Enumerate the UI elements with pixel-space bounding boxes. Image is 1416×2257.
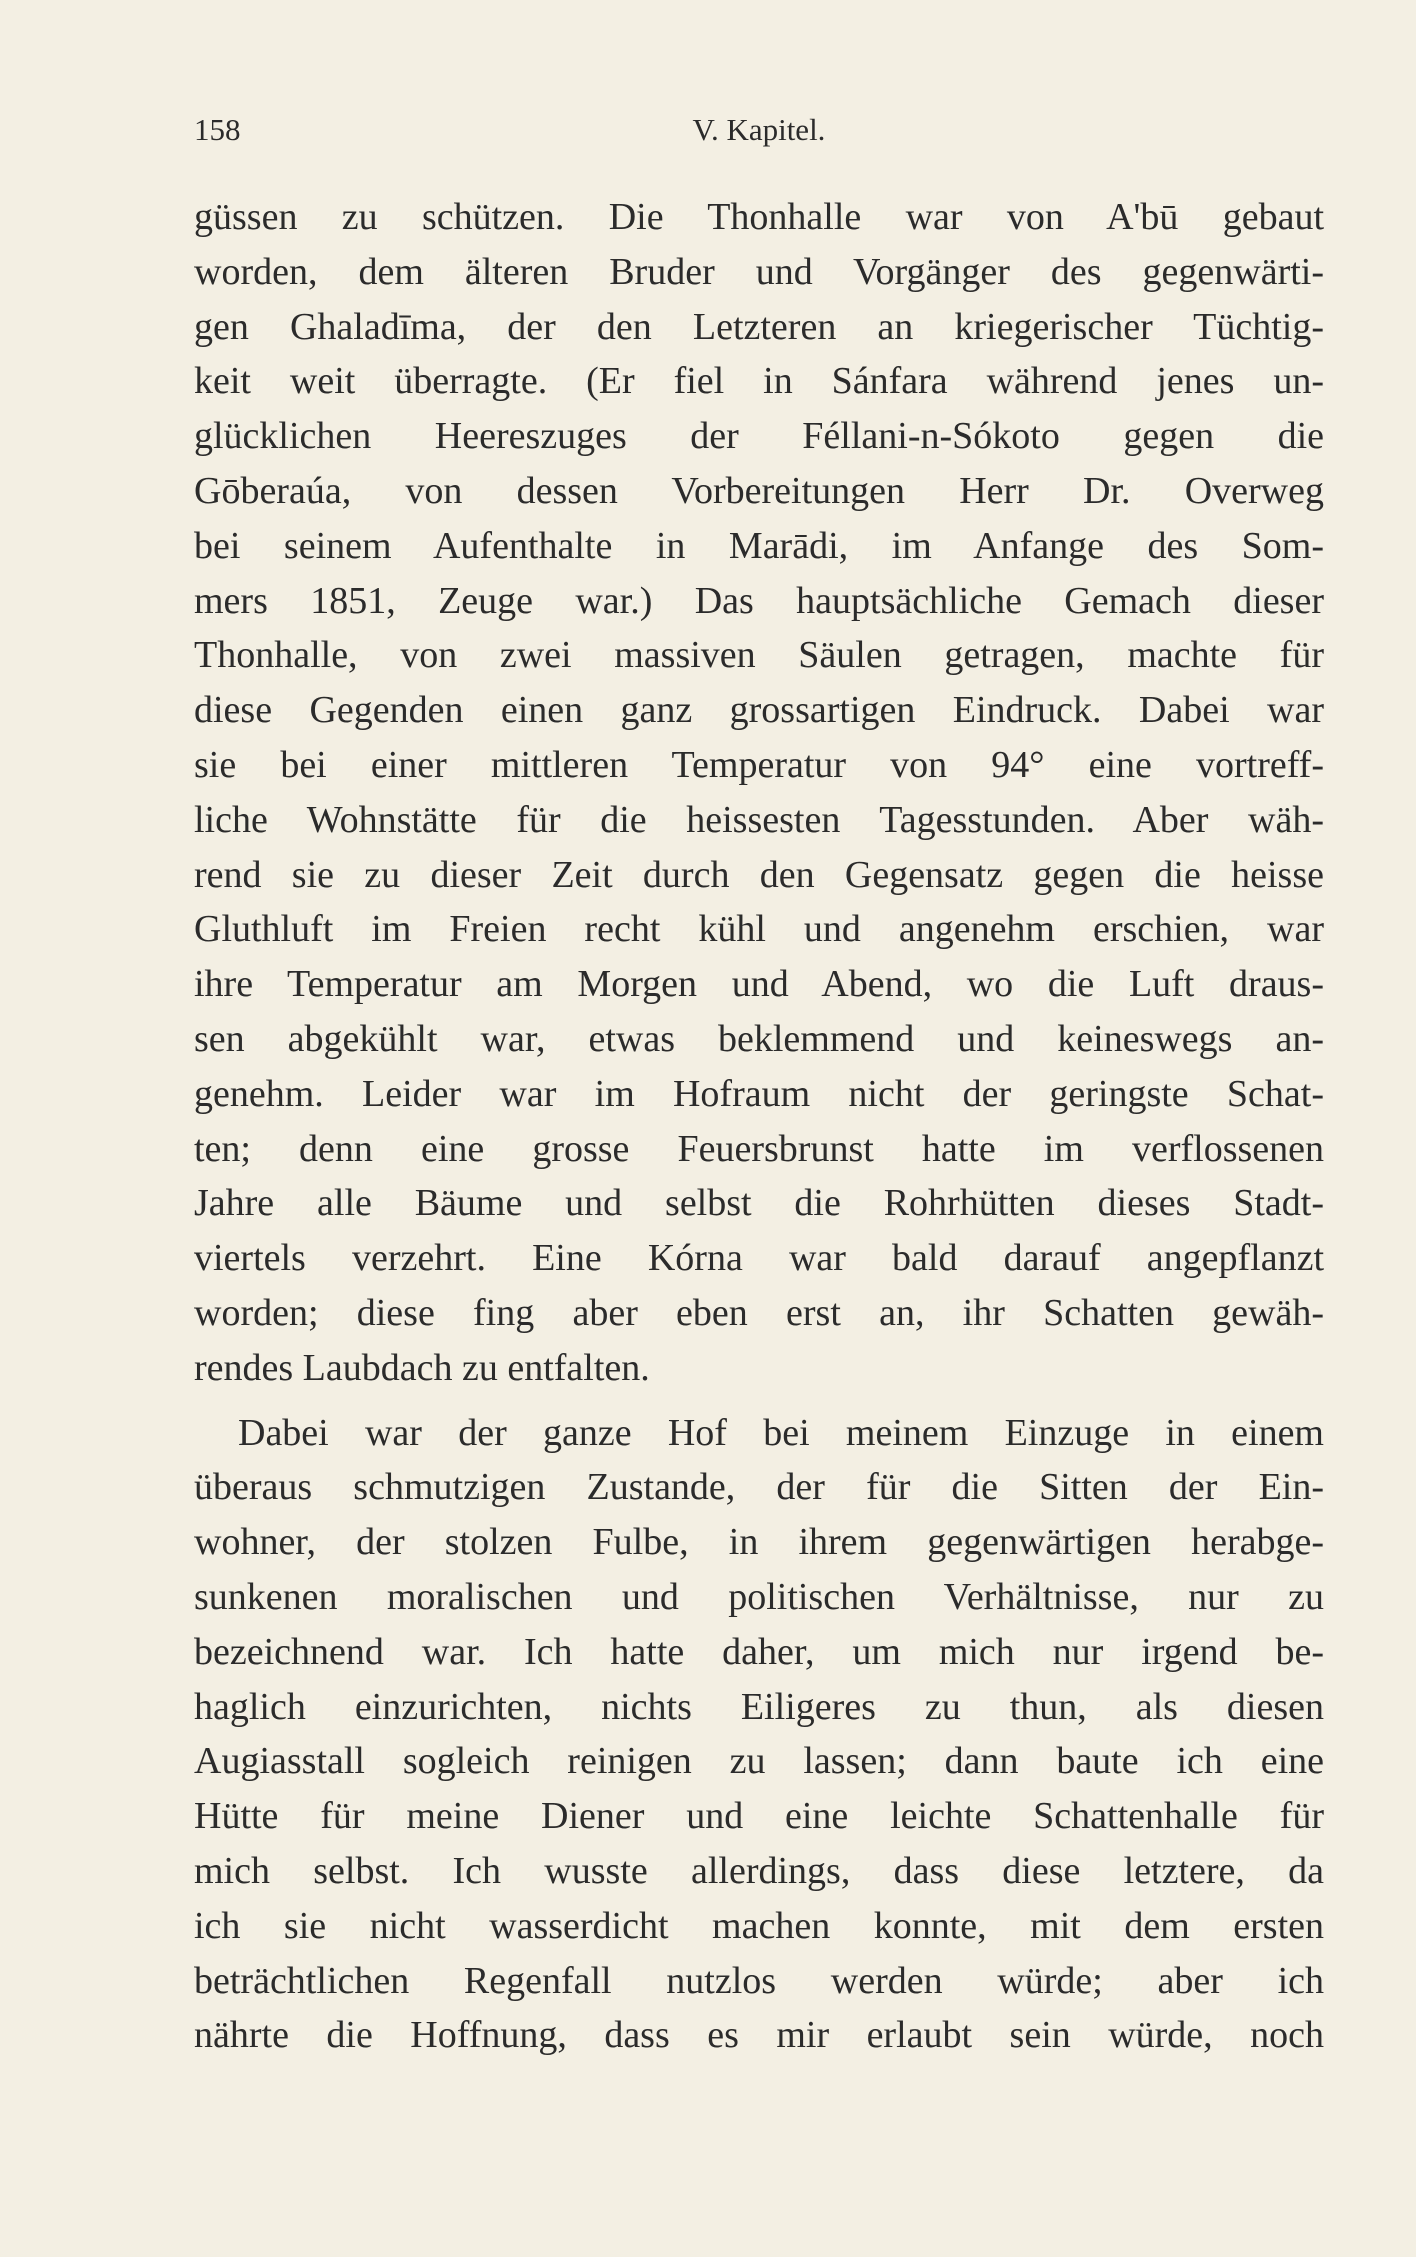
text-line: wohner, der stolzen Fulbe, in ihrem gegenwärtigen herabge- (194, 1521, 1324, 1564)
text-line: haglich einzurichten, nichts Eiligeres zu thun, als diesen (194, 1685, 1324, 1728)
paragraph-2 (194, 1406, 1324, 2064)
text-line: ich sie nicht wasserdicht machen konnte, mit dem ersten (194, 1904, 1324, 1947)
paragraph-gap (194, 1396, 1324, 1406)
text-line: Thonhalle, von zwei massiven Säulen getragen, machte für (194, 634, 1324, 677)
text-line: genehm. Leider war im Hofraum nicht der geringste Schat- (194, 1072, 1324, 1115)
text-line: Gōberaúa, von dessen Vorbereitungen Herr Dr. Overweg (194, 469, 1324, 512)
text-line: worden; diese fing aber eben erst an, ihr Schatten gewäh- (194, 1291, 1324, 1334)
text-line: rendes Laubdach zu entfalten. (194, 1346, 650, 1389)
chapter-title: V. Kapitel. (692, 112, 826, 147)
body-text (194, 190, 1324, 2063)
text-line: sunkenen moralischen und politischen Verhältnisse, nur zu (194, 1575, 1324, 1618)
text-line: rend sie zu dieser Zeit durch den Gegensatz gegen die heisse (194, 853, 1324, 896)
text-line: keit weit überragte. (Er fiel in Sánfara während jenes un- (194, 360, 1324, 403)
running-head (194, 112, 1324, 162)
text-line: bei seinem Aufenthalte in Marādi, im Anfange des Som- (194, 524, 1324, 567)
text-line: Hütte für meine Diener und eine leichte Schattenhalle für (194, 1795, 1324, 1838)
text-line: überaus schmutzigen Zustande, der für die Sitten der Ein- (194, 1466, 1324, 1509)
text-line: Jahre alle Bäume und selbst die Rohrhütten dieses Stadt- (194, 1182, 1324, 1225)
text-line: beträchtlichen Regenfall nutzlos werden würde; aber ich (194, 1959, 1324, 2002)
text-line: diese Gegenden einen ganz grossartigen Eindruck. Dabei war (194, 689, 1324, 732)
text-line: Dabei war der ganze Hof bei meinem Einzuge in einem (238, 1411, 1324, 1454)
text-line: Gluthluft im Freien recht kühl und angenehm erschien, war (194, 908, 1324, 951)
text-line: nährte die Hoffnung, dass es mir erlaubt sein würde, noch (194, 2014, 1324, 2057)
text-line: bezeichnend war. Ich hatte daher, um mich nur irgend be- (194, 1630, 1324, 1673)
text-line: Augiasstall sogleich reinigen zu lassen; dann baute ich eine (194, 1740, 1324, 1783)
text-line: güssen zu schützen. Die Thonhalle war von A'bū gebaut (194, 196, 1324, 238)
text-line: gen Ghaladīma, der den Letzteren an kriegerischer Tüchtig- (194, 305, 1324, 348)
text-line: sen abgekühlt war, etwas beklemmend und keineswegs an- (194, 1017, 1324, 1060)
page-number: 158 (194, 112, 241, 147)
text-line: sie bei einer mittleren Temperatur von 94° eine vortreff- (194, 743, 1324, 786)
paragraph-1 (194, 190, 1324, 1396)
text-line: ten; denn eine grosse Feuersbrunst hatte im verflossenen (194, 1127, 1324, 1170)
text-line: ihre Temperatur am Morgen und Abend, wo die Luft draus- (194, 963, 1324, 1006)
text-line: liche Wohnstätte für die heissesten Tagesstunden. Aber wäh- (194, 798, 1324, 841)
text-line: worden, dem älteren Bruder und Vorgänger des gegenwärti- (194, 250, 1324, 293)
text-line: mers 1851, Zeuge war.) Das hauptsächliche Gemach dieser (194, 579, 1324, 622)
text-line: glücklichen Heereszuges der Féllani-n-Sókoto gegen die (194, 415, 1324, 458)
text-line: mich selbst. Ich wusste allerdings, dass diese letztere, da (194, 1849, 1324, 1892)
text-line: viertels verzehrt. Eine Kórna war bald darauf angepflanzt (194, 1237, 1324, 1280)
